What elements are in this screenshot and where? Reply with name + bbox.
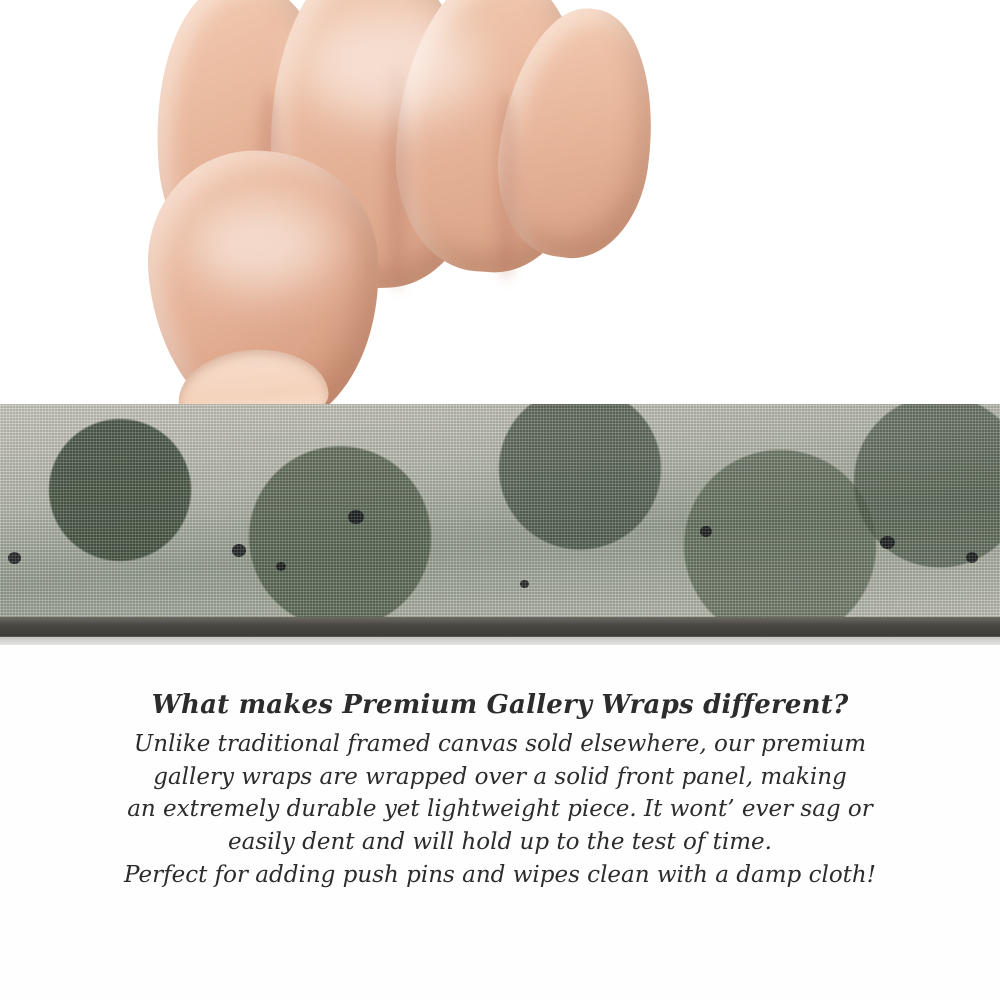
print-speck xyxy=(880,536,895,549)
canvas-wrap-strip xyxy=(0,404,1000,645)
print-speck xyxy=(520,580,529,588)
print-speck xyxy=(8,552,21,564)
print-speck xyxy=(700,526,712,537)
print-speck xyxy=(966,552,978,563)
caption-line: gallery wraps are wrapped over a solid front panel, making xyxy=(153,763,847,790)
canvas-drop-shadow xyxy=(0,636,1000,645)
finger-crease xyxy=(495,90,517,280)
skin-highlight xyxy=(300,10,480,120)
caption-block xyxy=(0,690,1000,891)
hand-illustration xyxy=(150,0,620,420)
caption-line: Unlike traditional framed canvas sold elsewhere, our premium xyxy=(133,731,867,757)
skin-highlight xyxy=(190,200,330,290)
caption-body xyxy=(0,728,1000,891)
canvas-wrap-side-edge xyxy=(0,617,1000,637)
print-speck xyxy=(232,544,246,557)
caption-heading: What makes Premium Gallery Wraps different? xyxy=(151,690,849,720)
print-speck xyxy=(276,562,286,571)
canvas-print-surface xyxy=(0,404,1000,619)
print-speck xyxy=(348,510,364,524)
caption-line: Perfect for adding push pins and wipes clean with a damp cloth! xyxy=(124,861,876,888)
caption-line: an extremely durable yet lightweight piece. It wont’ ever sag or xyxy=(127,796,873,823)
caption-line: easily dent and will hold up to the test of time. xyxy=(228,828,772,855)
